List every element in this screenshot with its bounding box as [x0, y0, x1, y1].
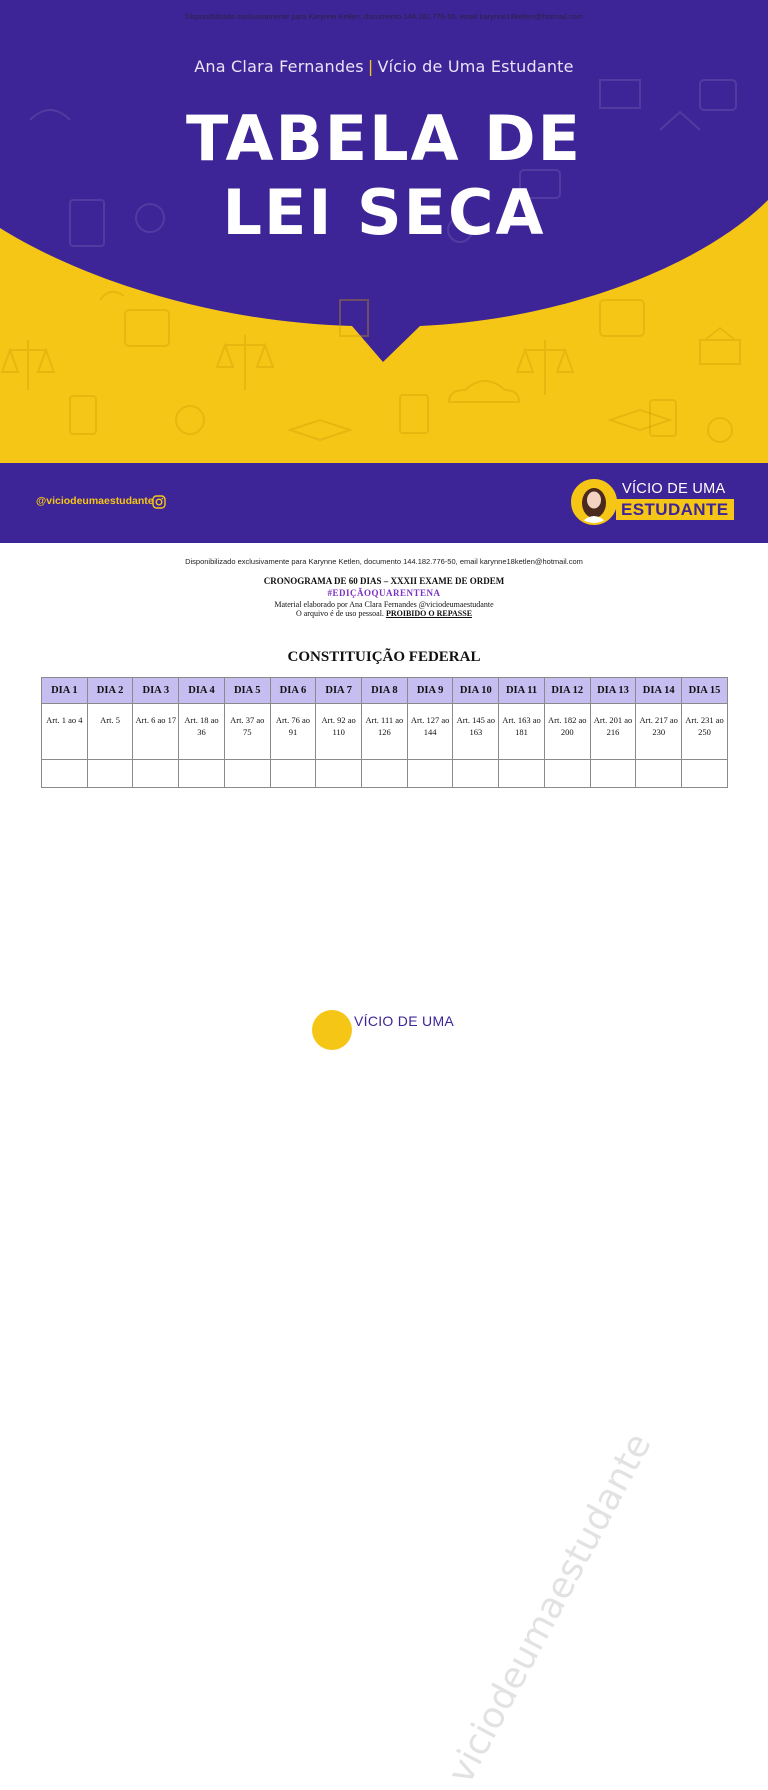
- document-watermark: Disponibilizado exclusivamente para Karynne Ketlen, documento 144.182.776-50, email karynne18ketlen@hotmail.com: [185, 12, 583, 21]
- blog-name: Vício de Uma Estudante: [377, 57, 574, 76]
- author-credit: Material elaborado por Ana Clara Fernandes @viciodeumaestudante: [274, 600, 494, 609]
- day-header: DIA 7: [316, 678, 362, 704]
- schedule-hashtag: #EDIÇÃOQUARENTENA: [327, 588, 441, 598]
- diagonal-watermark: viciodeumaestudante: [440, 1426, 660, 1790]
- article-range-cell: Art. 18 ao 36: [179, 704, 225, 760]
- day-header: DIA 11: [499, 678, 545, 704]
- article-range-cell: Art. 201 ao 216: [590, 704, 636, 760]
- cover-title: [0, 102, 768, 250]
- footer-logo-icon: [312, 1010, 352, 1050]
- day-header: DIA 4: [179, 678, 225, 704]
- day-header: DIA 8: [362, 678, 408, 704]
- day-header: DIA 3: [133, 678, 179, 704]
- day-header: DIA 5: [224, 678, 270, 704]
- avatar-portrait-icon: [573, 481, 615, 523]
- author-name: Ana Clara Fernandes: [194, 57, 364, 76]
- article-range-cell: Art. 145 ao 163: [453, 704, 499, 760]
- article-range-cell: Art. 6 ao 17: [133, 704, 179, 760]
- article-range-cell: Art. 92 ao 110: [316, 704, 362, 760]
- article-range-cell: Art. 127 ao 144: [407, 704, 453, 760]
- cover-title-line-2: LEI SECA: [222, 176, 546, 249]
- day-header: DIA 13: [590, 678, 636, 704]
- instagram-handle[interactable]: @viciodeumaestudante: [36, 495, 154, 507]
- section-title: CONSTITUIÇÃO FEDERAL: [287, 649, 481, 665]
- article-range-cell: Art. 111 ao 126: [362, 704, 408, 760]
- footer-brand-name: VÍCIO DE UMA: [354, 1013, 455, 1029]
- article-range-cell: Art. 37 ao 75: [224, 704, 270, 760]
- day-header: DIA 2: [87, 678, 133, 704]
- article-range-cell: Art. 163 ao 181: [499, 704, 545, 760]
- brand-name-line-1: VÍCIO DE UMA: [622, 481, 726, 497]
- article-range-cell: Art. 5: [87, 704, 133, 760]
- table-header-row: [42, 678, 728, 704]
- article-range-cell: Art. 1 ao 4: [42, 704, 88, 760]
- article-range-cell: Art. 76 ao 91: [270, 704, 316, 760]
- day-header: DIA 12: [544, 678, 590, 704]
- article-range-cell: Art. 182 ao 200: [544, 704, 590, 760]
- schedule-heading: CRONOGRAMA DE 60 DIAS – XXXII EXAME DE ORDEM: [263, 576, 505, 586]
- usage-notice: [0, 609, 768, 618]
- brand-name-line-2: ESTUDANTE: [616, 499, 734, 520]
- author-separator: |: [367, 57, 374, 76]
- day-header: DIA 1: [42, 678, 88, 704]
- day-header: DIA 9: [407, 678, 453, 704]
- instagram-icon[interactable]: [152, 495, 166, 509]
- day-header: DIA 10: [453, 678, 499, 704]
- day-header: DIA 14: [636, 678, 682, 704]
- empty-check-cell[interactable]: [87, 760, 133, 788]
- empty-check-cell[interactable]: [42, 760, 88, 788]
- no-sharing-warning: PROIBIDO O REPASSE: [385, 609, 473, 618]
- document-watermark-page-2: Disponibilizado exclusivamente para Karynne Ketlen, documento 144.182.776-50, email karynne18ketlen@hotmail.com: [185, 557, 583, 566]
- cover-page: [0, 0, 768, 543]
- usage-notice-text: O arquivo é de uso pessoal.: [295, 609, 384, 618]
- article-range-cell: Art. 231 ao 250: [682, 704, 728, 760]
- cover-author-line: [0, 57, 768, 76]
- day-header: DIA 6: [270, 678, 316, 704]
- brand-avatar: [571, 479, 617, 525]
- empty-check-cell[interactable]: [636, 760, 682, 788]
- empty-check-cell[interactable]: [682, 760, 728, 788]
- table-row-articles: [42, 704, 728, 760]
- day-header: DIA 15: [682, 678, 728, 704]
- study-schedule-table: [41, 677, 728, 788]
- article-range-cell: Art. 217 ao 230: [636, 704, 682, 760]
- cover-title-line-1: TABELA DE: [186, 102, 582, 175]
